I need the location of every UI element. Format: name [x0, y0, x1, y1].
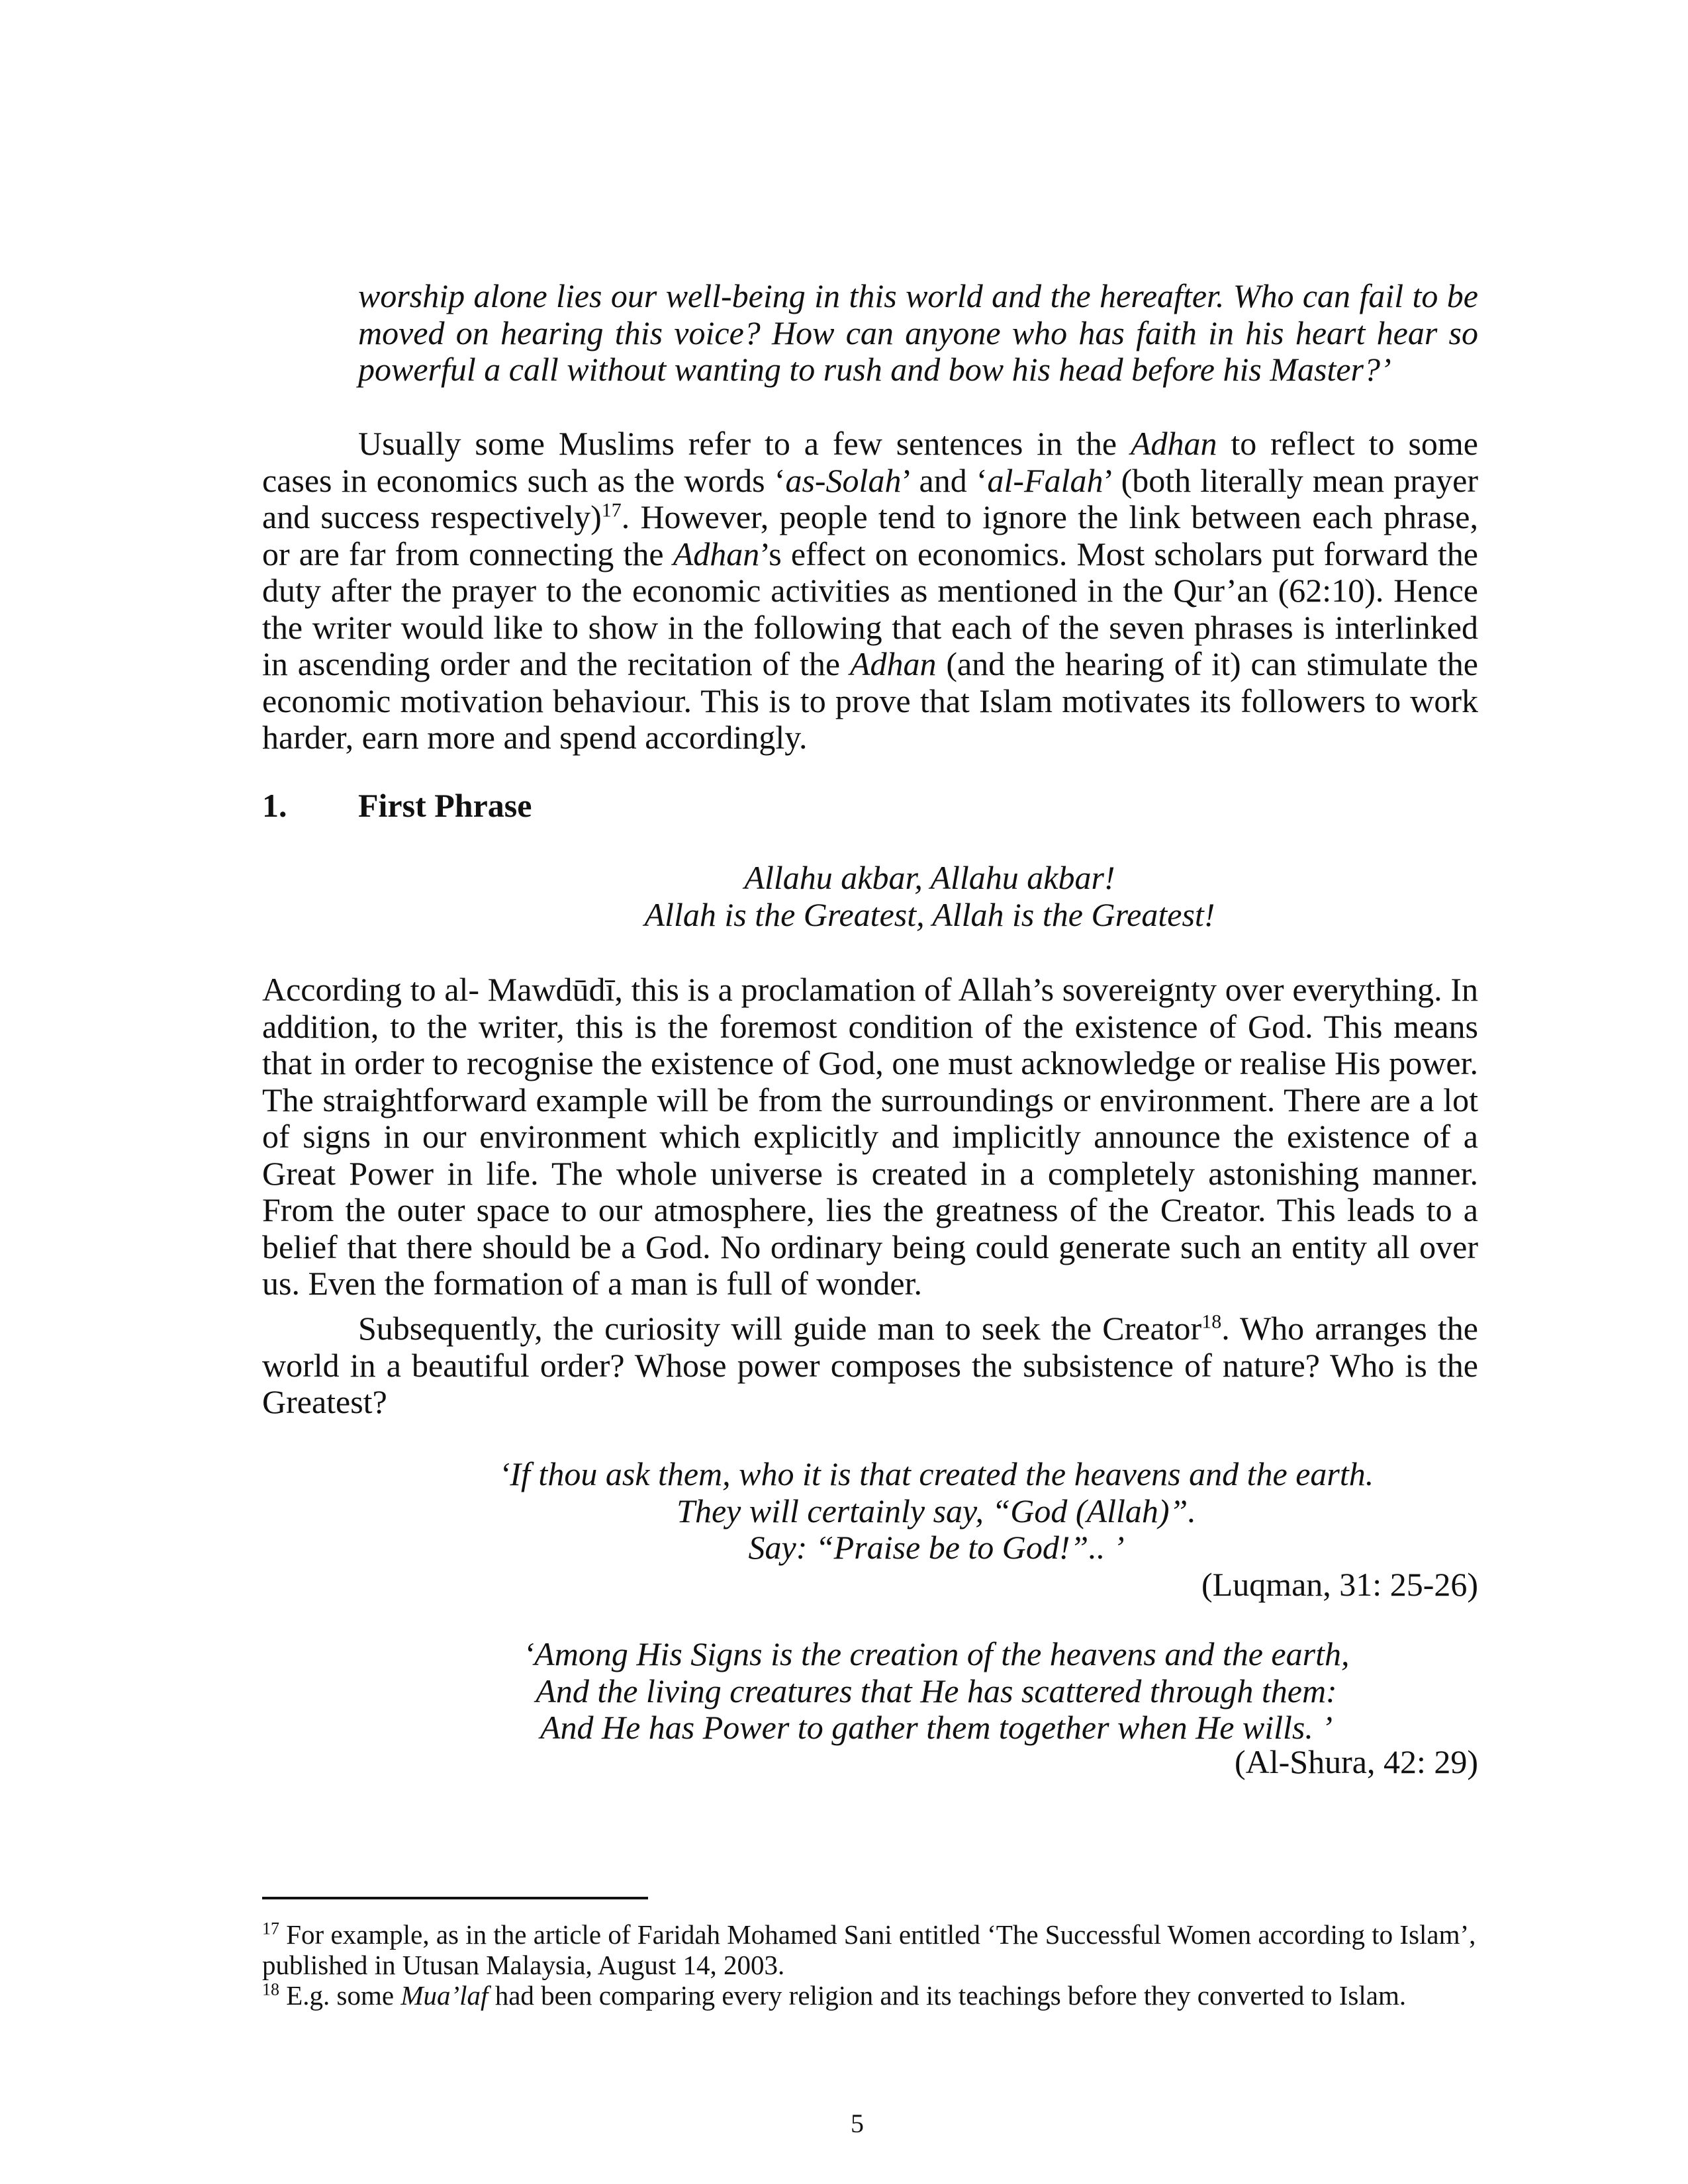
text-run: . Who arranges the world in a beautiful order? Whose power composes the subsistence of nature? Who is the Greatest?: [262, 1310, 1478, 1420]
verse-line: ‘If thou ask them, who it is that created the heavens and the earth.: [498, 1455, 1374, 1492]
italic-term: as-Solah: [785, 461, 902, 499]
verse-line: ‘Among His Signs is the creation of the heavens and the earth,: [523, 1635, 1350, 1672]
footnote-text: [286, 1980, 1406, 2011]
paragraph-intro: [262, 426, 1478, 756]
verse-citation: (Luqman, 31: 25-26): [1201, 1565, 1478, 1603]
text-run: had been comparing every religion and its teachings before they converted to Islam.: [488, 1980, 1407, 2011]
footnote-17: [262, 1919, 1487, 1980]
phrase-english: Allah is the Greatest, Allah is the Greatest!: [644, 895, 1215, 933]
page-number: 5: [851, 2109, 864, 2138]
section-number: 1.: [262, 787, 287, 824]
footnote-ref: 18: [1201, 1310, 1222, 1333]
text-run: to reflect to some cases in economics such as the words ‘: [262, 425, 1478, 499]
footnote-ref: 17: [601, 499, 622, 522]
verse-shura: [262, 1636, 1478, 1780]
footnote-number: 18: [262, 1979, 279, 1999]
phrase-arabic: Allahu akbar, Allahu akbar!: [744, 859, 1115, 896]
verse-line: And the living creatures that He has scattered through them:: [536, 1672, 1337, 1709]
italic-term: al-Falah: [987, 461, 1103, 499]
section-title: First Phrase: [358, 787, 532, 824]
verse-citation: (Al-Shura, 42: 29): [1235, 1743, 1478, 1780]
italic-term: Adhan: [673, 535, 760, 572]
verse-luqman: [262, 1456, 1478, 1603]
verse-line: Say: “Praise be to God!”.. ’: [748, 1529, 1125, 1566]
footnote-text: [262, 1919, 1476, 1980]
italic-term: Adhan: [849, 645, 937, 682]
verse-line: They will certainly say, “God (Allah)”.: [677, 1492, 1196, 1529]
text-run: ’ and ‘: [901, 461, 988, 499]
text-run: ’ (both literally mean prayer and success respectively): [262, 461, 1478, 535]
text-run: . However, people tend to ignore the link between each phrase, or are far from connecting the: [262, 498, 1478, 572]
footnote-number: 17: [262, 1919, 279, 1938]
text-run: ’s effect on economics. Most scholars put forward the duty after the prayer to the economic activities as mentioned in the Qur’an (62:10). Hence the writer would like to show in the following that each of the seven phrases is interlinked in ascending order and the recitation of the: [262, 535, 1478, 682]
verse-line: And He has Power to gather them together when He wills. ’: [539, 1709, 1333, 1746]
italic-term: Adhan: [1130, 425, 1217, 462]
italic-term: Mua’laf: [400, 1980, 489, 2011]
phrase-block: [262, 860, 1478, 933]
text-run: Subsequently, the curiosity will guide man to seek the Creator: [358, 1310, 1202, 1347]
text-run: Usually some Muslims refer to a few sentences in the: [358, 425, 1131, 462]
quote-continuation: worship alone lies our well-being in this world and the hereafter. Who can fail to be moved on hearing this voice? How can anyone who has faith in his heart hear so powerful a call without wanting to rush and bow his head before his Master?’: [358, 277, 1478, 388]
footnote-divider: [262, 1897, 648, 1899]
paragraph-curiosity: [262, 1310, 1478, 1421]
text-run: (and the hearing of it) can stimulate the economic motivation behaviour. This is to prove that Islam motivates its followers to work harder, earn more and spend accordingly.: [262, 645, 1478, 756]
section-heading: [262, 787, 532, 825]
paragraph-mawdudi: [262, 972, 1478, 1302]
footnote-18: [262, 1980, 1487, 2011]
text-run: For example, as in the article of Faridah Mohamed Sani entitled ‘The Successful Women according to Islam’, published in Utusan Malaysia, August 14, 2003.: [262, 1919, 1476, 1980]
text-run: E.g. some: [286, 1980, 401, 2011]
text-run: According to al- Mawdūdī, this is a proclamation of Allah’s sovereignty over everything. In addition, to the writer, this is the foremost condition of the existence of God. This means that in order to recognise the existence of God, one must acknowledge or realise His power. The straightforward example will be from the surroundings or environment. There are a lot of signs in our environment which explicitly and implicitly announce the existence of a Great Power in life. The whole universe is created in a completely astonishing manner. From the outer space to our atmosphere, lies the greatness of the Creator. This leads to a belief that there should be a God. No ordinary being could generate such an entity all over us. Even the formation of a man is full of wonder.: [262, 971, 1478, 1302]
